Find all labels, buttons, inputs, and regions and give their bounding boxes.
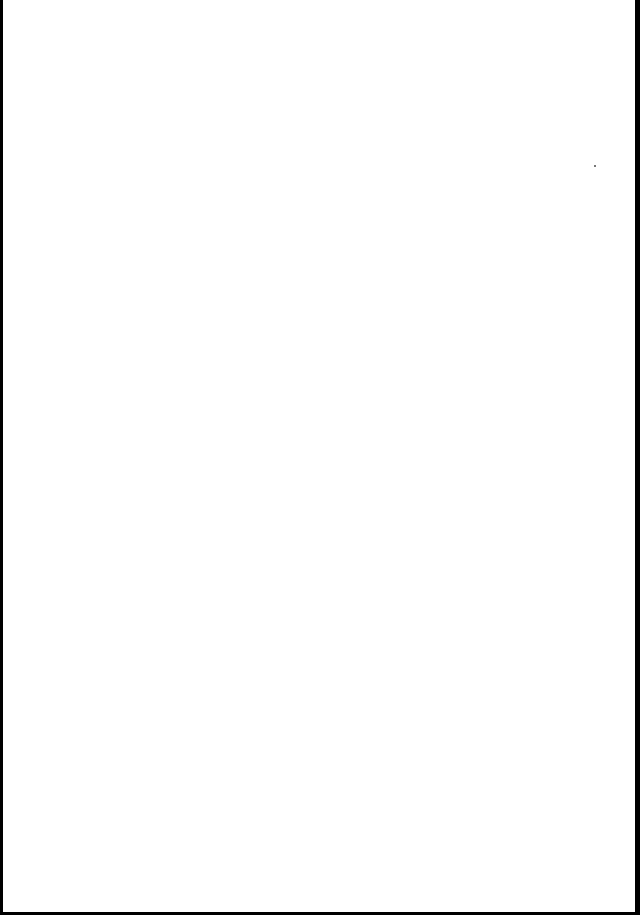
scan-border-left — [0, 0, 3, 915]
scan-border-right — [635, 0, 640, 915]
scan-speck — [594, 165, 596, 167]
